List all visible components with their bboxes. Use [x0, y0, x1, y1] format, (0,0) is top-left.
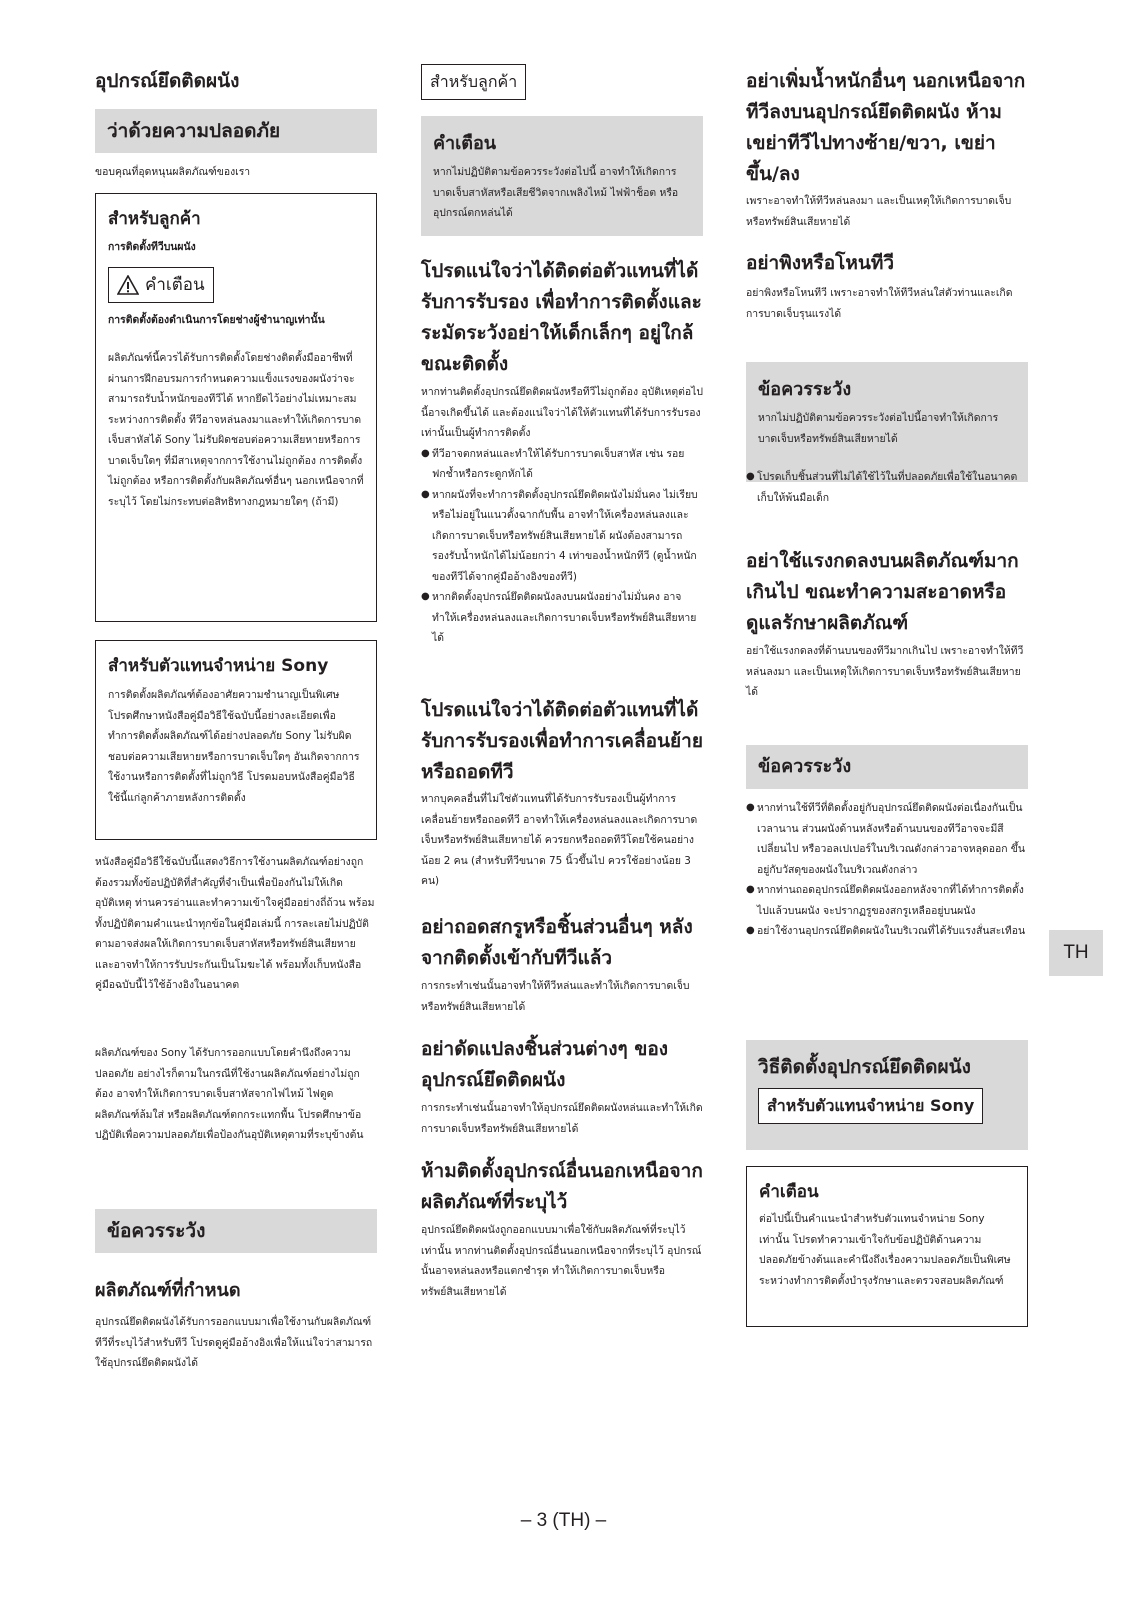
thanks-text: ขอบคุณที่อุดหนุนผลิตภัณฑ์ของเรา: [95, 166, 251, 178]
section-3-body: การกระทำเช่นนั้นอาจทำให้ทีวีหล่นและทำให้เกิดการบาดเจ็บหรือทรัพย์สินเสียหายได้: [421, 980, 690, 1013]
caution-1-list: [746, 467, 1028, 508]
customer-box-subtitle: การติดตั้งทีวีบนผนัง: [108, 241, 196, 253]
page-number: – 3 (TH) –: [520, 1510, 607, 1531]
caution-1-bullets: [746, 467, 1028, 488]
section-2-body: หากบุคคลอื่นที่ไม่ใช่ตัวแทนที่ได้รับการรับรองเป็นผู้ทำการเคลื่อนย้ายหรือถอดทีวี อาจทำให้เครื่องหล่นลงและเกิดการบาดเจ็บหรือทรัพย์สินเสียหายได้ ควรยกหรือถอดทีวีโดยใช้คนอย่างน้อย 2 คน (สำหรับทีวีขนาด 75 นิ้วขึ้นไป ควรใช้อย่างน้อย 3 คน): [421, 793, 698, 887]
dealer-box-title: สำหรับตัวแทนจำหน่าย Sony: [108, 656, 329, 676]
section-no-remove-screws: อย่าถอดสกรูหรือชิ้นส่วนอื่นๆ หลังจากติดตั้งเข้ากับทีวีแล้ว: [421, 916, 693, 969]
safety-heading-bar: ว่าด้วยความปลอดภัย: [95, 109, 377, 153]
specified-product-body: อุปกรณ์ยึดติดผนังได้รับการออกแบบมาเพื่อใช้งานกับผลิตภัณฑ์ทีวีที่ระบุไว้สำหรับทีวี โปรดดูคู่มืออ้างอิงเพื่อให้แน่ใจว่าสามารถใช้อุปกรณ์ยึดติดผนังได้: [95, 1316, 373, 1369]
section-4-body: การกระทำเช่นนั้นอาจทำให้อุปกรณ์ยึดติดผนังหล่นและทำให้เกิดการบาดเจ็บหรือทรัพย์สินเสียหายได้: [421, 1102, 703, 1135]
section-1-body: หากท่านติดตั้งอุปกรณ์ยึดติดผนังหรือทีวีไม่ถูกต้อง อุบัติเหตุต่อไปนี้อาจเกิดขึ้นได้ และต้องแน่ใจว่าได้ให้ตัวแทนที่ได้รับการรับรองเท่านั้นเป็นผู้ทำการติดตั้ง: [421, 386, 703, 439]
list-item: ● หากติดตั้งอุปกรณ์ยึดติดผนังลงบนผนังอย่างไม่มั่นคง อาจทำให้เครื่องหล่นลงและเกิดการบาดเจ็บหรือทรัพย์สินเสียหายได้: [421, 587, 703, 649]
caution-heading-bar: ข้อควรระวัง: [95, 1209, 377, 1253]
language-tab: TH: [1049, 930, 1103, 976]
install-section-bar: [746, 1040, 1028, 1150]
list-item: ● หากท่านถอดอุปกรณ์ยึดติดผนังออกหลังจากที่ได้ทำการติดตั้งไปแล้วบนผนัง จะปรากฏรูของสกรูเหลืออยู่บนผนัง: [746, 880, 1028, 921]
section-no-lean: อย่าพิงหรือโหนทีวี: [746, 252, 895, 274]
warning-block-body: หากไม่ปฏิบัติตามข้อควรระวังต่อไปนี้ อาจทำให้เกิดการบาดเจ็บสาหัสหรือเสียชีวิตจากเพลิงไหม้ ไฟฟ้าช็อต หรืออุปกรณ์ตกหล่นได้: [433, 166, 679, 219]
caution-block-1: [746, 362, 1028, 482]
customer-box-title: สำหรับลูกค้า: [108, 209, 201, 229]
page-title: อุปกรณ์ยึดติดผนัง: [95, 70, 240, 92]
caution-block-1-title: ข้อควรระวัง: [758, 379, 852, 400]
caution-2-bullets: [746, 798, 1028, 942]
dealer-box-body: การติดตั้งผลิตภัณฑ์ต้องอาศัยความชำนาญเป็นพิเศษ โปรดศึกษาหนังสือคู่มือวิธีใช้ฉบับนี้อย่างละเอียดเพื่อทำการติดตั้งผลิตภัณฑ์ได้อย่างปลอดภัย Sony ไม่รับผิดชอบต่อความเสียหายหรือการบาดเจ็บใดๆ อันเกิดจากการใช้งานหรือการติดตั้งที่ไม่ถูกวิธี โปรดมอบหนังสือคู่มือวิธีใช้นี้แก่ลูกค้าภายหลังการติดตั้ง: [108, 689, 360, 804]
customer-box: [95, 193, 377, 622]
caution-2-list: [746, 798, 1028, 942]
manual-paragraph: หนังสือคู่มือวิธีใช้ฉบับนี้แสดงวิธีการใช้งานผลิตภัณฑ์อย่างถูกต้องรวมทั้งข้อปฏิบัติที่สำคัญที่จำเป็นเพื่อป้องกันไม่ให้เกิดอุบัติเหตุ ท่านควรอ่านและทำความเข้าใจคู่มืออย่างถี่ถ้วน พร้อมทั้งปฏิบัติตามคำแนะนำทุกข้อในคู่มือเล่มนี้ การละเลยไม่ปฏิบัติตามอาจส่งผลให้เกิดการบาดเจ็บสาหัสหรือทรัพย์สินเสียหาย และอาจทำให้การรับประกันเป็นโมฆะได้ พร้อมทั้งเก็บหนังสือคู่มือฉบับนี้ไว้ใช้อ้างอิงในอนาคต: [95, 856, 375, 991]
customer-label-wrap: [421, 64, 703, 100]
installer-only-note: การติดตั้งต้องดำเนินการโดยช่างผู้ชำนาญเท่านั้น: [108, 314, 325, 326]
section-1-bullets: [421, 444, 703, 649]
list-item: ● ทีวีอาจตกหล่นและทำให้ได้รับการบาดเจ็บสาหัส เช่น รอยฟกช้ำหรือกระดูกหักได้: [421, 444, 703, 485]
dealer-box: [95, 640, 377, 840]
section-specified-only: ห้ามติดตั้งอุปกรณ์อื่นนอกเหนือจากผลิตภัณฑ์ที่ระบุไว้: [421, 1160, 703, 1213]
dealer-label-wrap: [746, 1082, 1028, 1124]
list-item: ● หากท่านใช้ทีวีที่ติดตั้งอยู่กับอุปกรณ์ยึดติดผนังต่อเนื่องกันเป็นเวลานาน ส่วนผนังด้านหลังหรือด้านบนของทีวีอาจจะมีสีเปลี่ยนไป หรือวอลเปเปอร์ในบริเวณดังกล่าวอาจหลุดออก ขึ้นอยู่กับวัสดุของผนังในบริเวณดังกล่าว: [746, 798, 1028, 880]
warning-triangle-icon: [117, 275, 139, 295]
keep-away-children-note: เก็บให้พ้นมือเด็ก: [757, 491, 829, 504]
no-extra-weight-body: เพราะอาจทำให้ทีวีหล่นลงมา และเป็นเหตุให้เกิดการบาดเจ็บหรือทรัพย์สินเสียหายได้: [746, 195, 1012, 228]
section-1-content: [421, 382, 703, 649]
section-contact-dealer-install: โปรดแน่ใจว่าได้ติดต่อตัวแทนที่ได้รับการรับรอง เพื่อทำการติดตั้งและระมัดระวังอย่าให้เด็กเล็กๆ อยู่ใกล้ขณะติดตั้ง: [421, 260, 702, 375]
section-no-extra-weight: อย่าเพิ่มน้ำหนักอื่นๆ นอกเหนือจากทีวีลงบนอุปกรณ์ยึดติดผนัง ห้ามเขย่าทีวีไปทางซ้าย/ขวา, เขย่าขึ้น/ลง: [746, 70, 1026, 185]
no-lean-body: อย่าพิงหรือโหนทีวี เพราะอาจทำให้ทีวีหล่นใส่ตัวท่านและเกิดการบาดเจ็บรุนแรงได้: [746, 287, 1013, 320]
section-5-body: อุปกรณ์ยึดติดผนังถูกออกแบบมาเพื่อใช้กับผลิตภัณฑ์ที่ระบุไว้เท่านั้น หากท่านติดตั้งอุปกรณ์อื่นนอกเหนือจากที่ระบุไว้ อุปกรณ์นั้นอาจหล่นลงหรือแตกชำรุด ทำให้เกิดการบาดเจ็บหรือทรัพย์สินเสียหายได้: [421, 1224, 702, 1298]
list-item: ● โปรดเก็บชิ้นส่วนที่ไม่ได้ใช้ไว้ในที่ปลอดภัยเพื่อใช้ในอนาคต: [746, 467, 1028, 488]
final-warning-body: ต่อไปนี้เป็นคำแนะนำสำหรับตัวแทนจำหน่าย Sony เท่านั้น โปรดทำความเข้าใจกับข้อปฏิบัติด้านความปลอดภัยข้างต้นและคำนึงถึงเรื่องความปลอดภัยเป็นพิเศษระหว่างทำการติดตั้งบำรุงรักษาและตรวจสอบผลิตภัณฑ์: [759, 1213, 1011, 1287]
section-no-excess-pressure: อย่าใช้แรงกดลงบนผลิตภัณฑ์มากเกินไป ขณะทำความสะอาดหรือดูแลรักษาผลิตภัณฑ์: [746, 550, 1019, 634]
install-section-title: วิธีติดตั้งอุปกรณ์ยึดติดผนัง: [758, 1056, 971, 1078]
warning-block-title: คำเตือน: [433, 133, 497, 154]
customer-label: สำหรับลูกค้า: [421, 64, 526, 100]
specified-product-heading: ผลิตภัณฑ์ที่กำหนด: [95, 1280, 241, 1301]
warning-label: [108, 267, 214, 303]
list-item: ● อย่าใช้งานอุปกรณ์ยึดติดผนังในบริเวณที่ได้รับแรงสั่นสะเทือน: [746, 921, 1028, 942]
caution-heading-bar-2: ข้อควรระวัง: [746, 745, 1028, 789]
list-item: ● หากผนังที่จะทำการติดตั้งอุปกรณ์ยึดติดผนังไม่มั่นคง ไม่เรียบหรือไม่อยู่ในแนวตั้งฉากกับพื้น อาจทำให้เครื่องหล่นลงและเกิดการบาดเจ็บหรือทรัพย์สินเสียหายได้ ผนังต้องสามารถรองรับน้ำหนักได้ไม่น้อยกว่า 4 เท่าของน้ำหนักทีวี (ดูน้ำหนักของทีวีได้จากคู่มืออ้างอิงของทีวี): [421, 485, 703, 588]
section-contact-dealer-move: โปรดแน่ใจว่าได้ติดต่อตัวแทนที่ได้รับการรับรองเพื่อทำการเคลื่อนย้ายหรือถอดทีวี: [421, 699, 703, 783]
caution-block-1-body: หากไม่ปฏิบัติตามข้อควรระวังต่อไปนี้อาจทำให้เกิดการบาดเจ็บหรือทรัพย์สินเสียหายได้: [758, 412, 999, 445]
warning-block: [421, 116, 703, 236]
section-no-modify: อย่าดัดแปลงชิ้นส่วนต่างๆ ของอุปกรณ์ยึดติดผนัง: [421, 1038, 669, 1091]
warning-label-text: คำเตือน: [145, 275, 205, 295]
no-excess-pressure-body: อย่าใช้แรงกดลงที่ด้านบนของทีวีมากเกินไป เพราะอาจทำให้ทีวีหล่นลงมา และเป็นเหตุให้เกิดการบาดเจ็บหรือทรัพย์สินเสียหายได้: [746, 645, 1024, 698]
customer-box-body: ผลิตภัณฑ์นี้ควรได้รับการติดตั้งโดยช่างติดตั้งมืออาชีพที่ผ่านการฝึกอบรมการกำหนดความแข็งแรงของผนังว่าจะสามารถรับน้ำหนักของทีวีได้ หากยึดไว้อย่างไม่เหมาะสมระหว่างการติดตั้ง ทีวีอาจหล่นลงมาและทำให้เกิดการบาดเจ็บสาหัสได้ Sony ไม่รับผิดชอบต่อความเสียหายหรือการบาดเจ็บใดๆ ที่มีสาเหตุจากการใช้งานไม่ถูกต้อง การติดตั้งไม่ถูกต้อง หรือการติดตั้งกับผลิตภัณฑ์อื่นๆ นอกเหนือจากที่ระบุไว้ โดยไม่กระทบต่อสิทธิทางกฎหมายใดๆ (ถ้ามี): [108, 352, 364, 508]
final-warning-title: คำเตือน: [759, 1182, 819, 1202]
dealer-label: สำหรับตัวแทนจำหน่าย Sony: [758, 1088, 983, 1124]
safety-design-paragraph: ผลิตภัณฑ์ของ Sony ได้รับการออกแบบโดยคำนึงถึงความปลอดภัย อย่างไรก็ตามในกรณีที่ใช้งานผลิตภัณฑ์อย่างไม่ถูกต้อง อาจทำให้เกิดการบาดเจ็บสาหัสจากไฟไหม้ ไฟดูด ผลิตภัณฑ์ล้มใส่ หรือผลิตภัณฑ์ตกกระแทกพื้น โปรดศึกษาข้อปฏิบัติเพื่อความปลอดภัยเพื่อป้องกันอุบัติเหตุตามที่ระบุข้างต้น: [95, 1047, 364, 1141]
final-warning-box: [746, 1166, 1028, 1327]
